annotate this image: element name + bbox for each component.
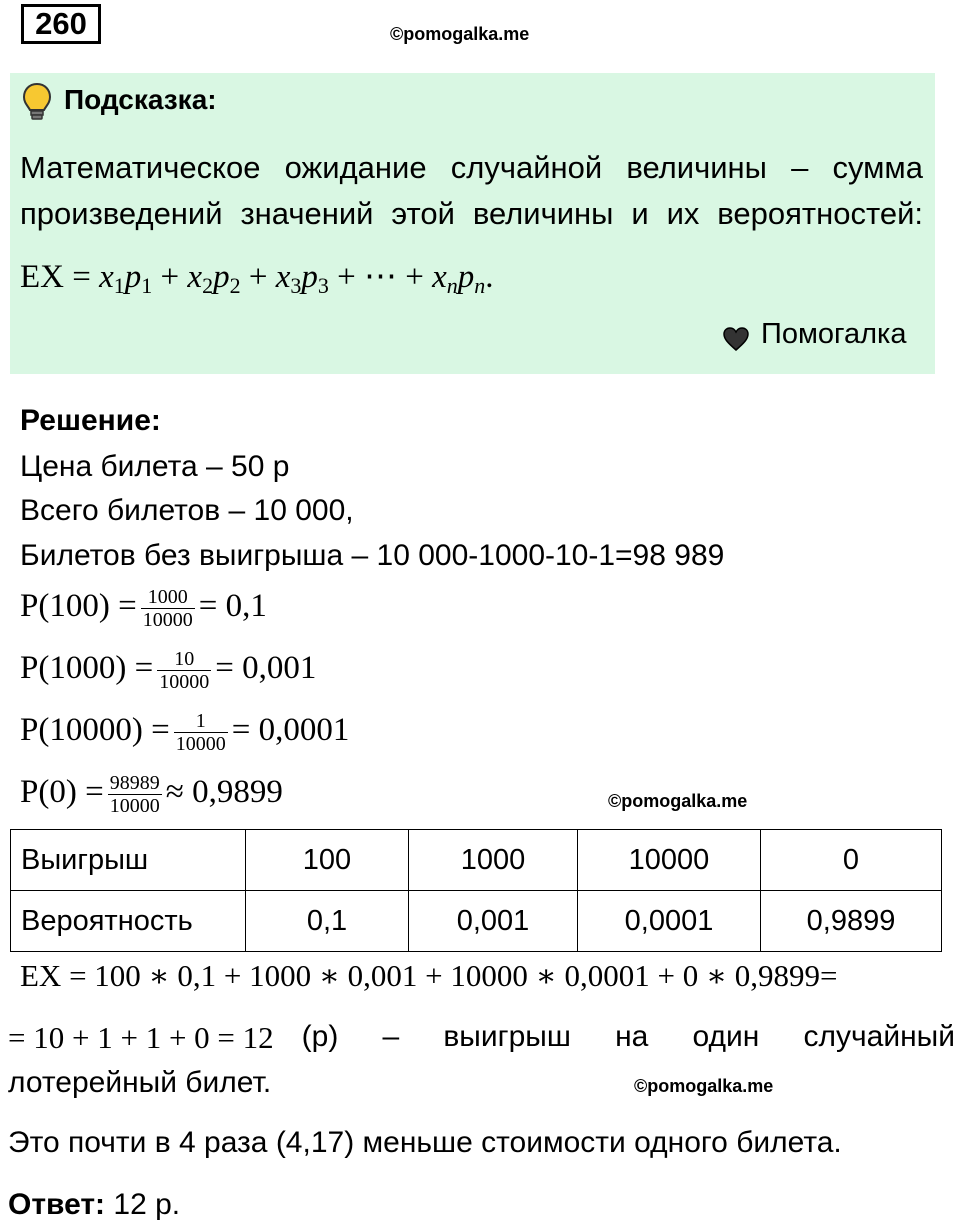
p0-fraction xyxy=(108,772,162,817)
table-cell: 0,0001 xyxy=(578,891,761,952)
hint-formula: EX = $x_1p_1 + x_2p_2 + x_3p_3$ + ⋯ + $x_np_n$. xyxy=(20,259,494,298)
p100-rhs: = 0,1 xyxy=(198,588,267,625)
p10000-num: 1 xyxy=(174,710,228,733)
p10000-lhs: P(10000) = xyxy=(20,712,170,749)
table-row xyxy=(11,830,942,891)
table-cell: 1000 xyxy=(409,830,578,891)
answer-value: 12 р. xyxy=(105,1188,181,1221)
watermark-top: ©pomogalka.me xyxy=(390,24,530,44)
p100-fraction xyxy=(141,586,195,631)
p1000-lhs: P(1000) = xyxy=(20,650,154,687)
table-cell: Выигрыш xyxy=(11,830,246,891)
formula-lhs: EX xyxy=(20,259,64,295)
table-cell: Вероятность xyxy=(11,891,246,952)
table-cell: 0,9899 xyxy=(761,891,942,952)
p0-num: 98989 xyxy=(109,772,160,794)
solution-title: Решение: xyxy=(20,404,161,437)
p10000-rhs: = 0,0001 xyxy=(231,712,350,749)
table-cell: 100 xyxy=(246,830,409,891)
heart-icon xyxy=(722,326,750,352)
p100-formula xyxy=(20,586,267,631)
p1000-fraction xyxy=(157,648,211,693)
answer xyxy=(8,1188,180,1222)
hint-line-2: произведений значений этой величины и их вероятностей: xyxy=(20,196,923,231)
answer-label: Ответ: xyxy=(8,1188,106,1221)
p0-rhs: ≈ 0,9899 xyxy=(165,774,283,811)
calc-line-2-text: (р) – выигрыш на один случайный xyxy=(301,1020,955,1053)
p10000-formula xyxy=(20,710,349,755)
hint-title: Подсказка: xyxy=(64,84,217,115)
lightbulb-icon xyxy=(22,82,52,122)
solution-line-2: Всего билетов – 10 000, xyxy=(20,494,354,527)
p0-lhs: P(0) = xyxy=(20,774,104,811)
watermark-middle: ©pomogalka.me xyxy=(608,791,748,811)
p0-den: 10000 xyxy=(109,795,160,817)
p1000-den: 10000 xyxy=(159,671,210,693)
calc-line-1: EX = 100 ∗ 0,1 + 1000 ∗ 0,001 + 10000 ∗ 0,0001 + 0 ∗ 0,9899= xyxy=(20,958,838,993)
p0-formula xyxy=(20,772,283,817)
solution-line-3: Билетов без выигрыша – 10 000-1000-10-1=98 989 xyxy=(20,539,725,572)
table-cell: 0,001 xyxy=(409,891,578,952)
hint-signature: Помогалка xyxy=(761,318,907,350)
table-cell: 10000 xyxy=(578,830,761,891)
watermark-bottom: ©pomogalka.me xyxy=(634,1076,774,1096)
calc-line-2-math: = 10 + 1 + 1 + 0 = 12 xyxy=(8,1020,274,1055)
table-cell: 0 xyxy=(761,830,942,891)
solution-line-1: Цена билета – 50 р xyxy=(20,450,290,483)
conclusion: Это почти в 4 раза (4,17) меньше стоимости одного билета. xyxy=(8,1126,842,1159)
p1000-rhs: = 0,001 xyxy=(215,650,317,687)
distribution-table xyxy=(10,829,942,952)
p10000-fraction xyxy=(174,710,228,755)
calc-line-3: лотерейный билет. xyxy=(8,1066,272,1099)
hint-line-1: Математическое ожидание случайной величины – сумма xyxy=(20,150,923,185)
table-row xyxy=(11,891,942,952)
p1000-formula xyxy=(20,648,316,693)
p100-lhs: P(100) = xyxy=(20,588,137,625)
calc-line-2 xyxy=(8,1020,955,1056)
p10000-den: 10000 xyxy=(175,733,226,755)
table-cell: 0,1 xyxy=(246,891,409,952)
p100-den: 10000 xyxy=(142,609,193,631)
p1000-num: 10 xyxy=(157,648,211,671)
problem-number: 260 xyxy=(21,4,101,44)
p100-num: 1000 xyxy=(141,586,195,609)
